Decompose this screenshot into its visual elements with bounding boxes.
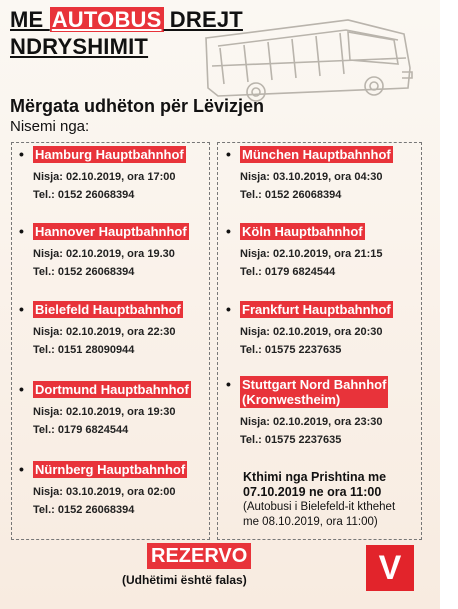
- phone-number: Tel.: 0152 26068394: [240, 189, 342, 201]
- title-line2: NDRYSHIMIT: [10, 34, 149, 59]
- departure-time: Nisja: 02.10.2019, ora 20:30: [240, 326, 383, 338]
- phone-number: Tel.: 0179 6824544: [33, 424, 129, 436]
- stop-item: [19, 461, 187, 519]
- vetevendosje-logo: [366, 545, 414, 591]
- departure-label: Nisemi nga:: [10, 118, 90, 135]
- departure-time: Nisja: 02.10.2019, ora 22:30: [33, 326, 176, 338]
- title-pre: ME: [10, 7, 50, 32]
- station-name: Hamburg Hauptbahnhof: [35, 147, 184, 162]
- left-stops-column: [11, 142, 210, 540]
- phone-number: Tel.: 0151 28090944: [33, 344, 135, 356]
- phone-number: Tel.: 0179 6824544: [240, 266, 336, 278]
- station-name: Nürnberg Hauptbahnhof: [35, 462, 186, 477]
- departure-time: Nisja: 02.10.2019, ora 17:00: [33, 171, 176, 183]
- subtitle: Mërgata udhëton për Lëvizjen: [10, 96, 265, 116]
- bullet: •: [226, 223, 231, 239]
- rezervo-button[interactable]: REZERVO: [147, 543, 251, 569]
- stop-item: [19, 301, 183, 359]
- station-name-line2: (Kronwestheim): [242, 392, 341, 407]
- return-note-line1: (Autobusi i Bielefeld-it kthehet: [243, 501, 396, 513]
- station-name: Hannover Hauptbahnhof: [35, 224, 187, 239]
- departure-time: Nisja: 03.10.2019, ora 02:00: [33, 486, 176, 498]
- departure-time: Nisja: 03.10.2019, ora 04:30: [240, 171, 383, 183]
- departure-time: Nisja: 02.10.2019, ora 19.30: [33, 248, 175, 260]
- logo-letter: V: [378, 549, 402, 587]
- phone-number: Tel.: 01575 2237635: [240, 434, 342, 446]
- station-name: Frankfurt Hauptbahnhof: [242, 302, 391, 317]
- bullet: •: [19, 381, 24, 397]
- departure-time: Nisja: 02.10.2019, ora 19:30: [33, 406, 176, 418]
- bus-icon: [198, 8, 416, 104]
- title-highlight: AUTOBUS: [51, 7, 162, 32]
- bullet: •: [19, 223, 24, 239]
- departure-time: Nisja: 02.10.2019, ora 21:15: [240, 248, 383, 260]
- departure-time: Nisja: 02.10.2019, ora 23:30: [240, 416, 383, 428]
- bullet: •: [226, 146, 231, 162]
- stop-item: [19, 146, 186, 204]
- stop-item: [226, 146, 393, 204]
- bullet: •: [19, 301, 24, 317]
- bullet: •: [226, 376, 231, 392]
- bullet: •: [19, 461, 24, 477]
- return-info: [243, 470, 428, 530]
- return-date: 07.10.2019 ne ora 11:00: [243, 485, 382, 499]
- stop-item: [226, 301, 393, 359]
- phone-number: Tel.: 0152 26068394: [33, 266, 135, 278]
- station-name: Köln Hauptbahnhof: [242, 224, 363, 239]
- phone-number: Tel.: 0152 26068394: [33, 189, 135, 201]
- phone-number: Tel.: 0152 26068394: [33, 504, 135, 516]
- phone-number: Tel.: 01575 2237635: [240, 344, 342, 356]
- station-name: Dortmund Hauptbahnhof: [35, 382, 189, 397]
- bullet: •: [226, 301, 231, 317]
- bullet: •: [19, 146, 24, 162]
- station-name: [240, 376, 388, 408]
- title-post: DREJT: [163, 7, 243, 32]
- station-name: Bielefeld Hauptbahnhof: [35, 302, 181, 317]
- stop-item: [19, 381, 191, 439]
- free-trip-note: (Udhëtimi është falas): [122, 573, 247, 587]
- stop-item: [226, 376, 388, 449]
- station-name-line1: Stuttgart Nord Bahnhof: [242, 377, 387, 392]
- stop-item: [226, 223, 383, 281]
- station-name: München Hauptbahnhof: [242, 147, 391, 162]
- stop-item: [19, 223, 189, 281]
- return-note-line2: me 08.10.2019, ora 11:00): [243, 516, 378, 528]
- return-line1: Kthimi nga Prishtina me: [243, 470, 387, 484]
- margin-strip: [440, 0, 458, 609]
